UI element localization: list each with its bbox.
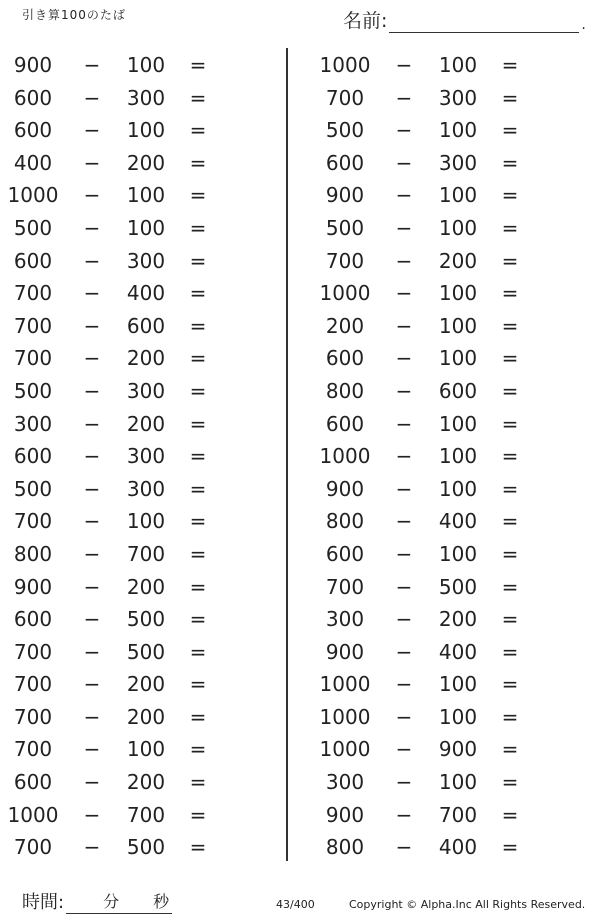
subtrahend: 100 bbox=[126, 737, 166, 762]
subtrahend: 100 bbox=[438, 704, 478, 729]
equals-sign: = bbox=[189, 281, 207, 306]
minuend: 1000 bbox=[319, 281, 371, 306]
equals-sign: = bbox=[189, 444, 207, 469]
minus-sign: − bbox=[395, 444, 413, 469]
subtrahend: 200 bbox=[126, 704, 166, 729]
minus-sign: − bbox=[395, 509, 413, 534]
equals-sign: = bbox=[501, 281, 519, 306]
minuend: 600 bbox=[13, 85, 53, 110]
subtrahend: 200 bbox=[126, 672, 166, 697]
equals-sign: = bbox=[189, 704, 207, 729]
minuend: 800 bbox=[13, 541, 53, 566]
equals-sign: = bbox=[189, 183, 207, 208]
subtrahend: 100 bbox=[438, 281, 478, 306]
minutes-label: 分 bbox=[103, 892, 120, 911]
minuend: 600 bbox=[325, 150, 365, 175]
subtrahend: 100 bbox=[126, 183, 166, 208]
minuend: 700 bbox=[13, 737, 53, 762]
minuend: 200 bbox=[325, 313, 365, 338]
equals-sign: = bbox=[189, 118, 207, 143]
subtrahend: 700 bbox=[438, 802, 478, 827]
minus-sign: − bbox=[395, 118, 413, 143]
minuend: 800 bbox=[325, 835, 365, 860]
equals-sign: = bbox=[189, 411, 207, 436]
minus-sign: − bbox=[395, 411, 413, 436]
subtrahend: 100 bbox=[438, 313, 478, 338]
minus-sign: − bbox=[83, 281, 101, 306]
equals-sign: = bbox=[189, 607, 207, 632]
subtrahend: 700 bbox=[126, 541, 166, 566]
subtrahend: 500 bbox=[126, 607, 166, 632]
equals-sign: = bbox=[189, 639, 207, 664]
minus-sign: − bbox=[395, 378, 413, 403]
minus-sign: − bbox=[83, 639, 101, 664]
minuend: 600 bbox=[325, 541, 365, 566]
subtrahend: 200 bbox=[126, 346, 166, 371]
equals-sign: = bbox=[189, 737, 207, 762]
minus-sign: − bbox=[395, 607, 413, 632]
equals-sign: = bbox=[501, 802, 519, 827]
equals-sign: = bbox=[501, 704, 519, 729]
subtrahend: 400 bbox=[126, 281, 166, 306]
minus-sign: − bbox=[83, 672, 101, 697]
subtrahend: 100 bbox=[438, 770, 478, 795]
subtrahend: 100 bbox=[438, 118, 478, 143]
equals-sign: = bbox=[501, 183, 519, 208]
equals-sign: = bbox=[189, 672, 207, 697]
name-dot: . bbox=[581, 17, 586, 33]
name-blank-line bbox=[389, 12, 579, 33]
minus-sign: − bbox=[83, 248, 101, 273]
minus-sign: − bbox=[83, 607, 101, 632]
equals-sign: = bbox=[501, 215, 519, 240]
minus-sign: − bbox=[83, 704, 101, 729]
minus-sign: − bbox=[395, 85, 413, 110]
subtrahend: 200 bbox=[438, 248, 478, 273]
subtrahend: 400 bbox=[438, 835, 478, 860]
page-number: 43/400 bbox=[276, 898, 315, 911]
minus-sign: − bbox=[83, 509, 101, 534]
minus-sign: − bbox=[395, 835, 413, 860]
subtrahend: 200 bbox=[126, 770, 166, 795]
minuend: 600 bbox=[13, 118, 53, 143]
equals-sign: = bbox=[501, 444, 519, 469]
minuend: 600 bbox=[325, 346, 365, 371]
equals-sign: = bbox=[189, 85, 207, 110]
subtrahend: 200 bbox=[126, 574, 166, 599]
minuend: 700 bbox=[13, 639, 53, 664]
subtrahend: 300 bbox=[126, 444, 166, 469]
minuend: 900 bbox=[325, 639, 365, 664]
equals-sign: = bbox=[501, 118, 519, 143]
minuend: 700 bbox=[13, 346, 53, 371]
equals-sign: = bbox=[189, 150, 207, 175]
subtrahend: 200 bbox=[126, 411, 166, 436]
seconds-label: 秒 bbox=[153, 892, 170, 911]
minus-sign: − bbox=[83, 770, 101, 795]
minuend: 700 bbox=[13, 509, 53, 534]
minus-sign: − bbox=[395, 53, 413, 77]
column-divider bbox=[286, 48, 288, 861]
minus-sign: − bbox=[395, 574, 413, 599]
minuend: 500 bbox=[325, 215, 365, 240]
minuend: 300 bbox=[13, 411, 53, 436]
minuend: 1000 bbox=[319, 737, 371, 762]
minuend: 900 bbox=[13, 574, 53, 599]
subtrahend: 300 bbox=[438, 85, 478, 110]
minuend: 1000 bbox=[319, 53, 371, 77]
minus-sign: − bbox=[395, 313, 413, 338]
minus-sign: − bbox=[83, 476, 101, 501]
equals-sign: = bbox=[189, 53, 207, 77]
subtrahend: 300 bbox=[438, 150, 478, 175]
minuend: 700 bbox=[325, 85, 365, 110]
worksheet-title: 引き算100のたば bbox=[22, 8, 126, 22]
minuend: 800 bbox=[325, 378, 365, 403]
equals-sign: = bbox=[189, 215, 207, 240]
minus-sign: − bbox=[83, 802, 101, 827]
minus-sign: − bbox=[395, 150, 413, 175]
subtrahend: 100 bbox=[438, 444, 478, 469]
subtrahend: 500 bbox=[438, 574, 478, 599]
time-field bbox=[22, 888, 172, 914]
minuend: 500 bbox=[13, 378, 53, 403]
subtrahend: 300 bbox=[126, 248, 166, 273]
equals-sign: = bbox=[189, 835, 207, 860]
subtrahend: 100 bbox=[438, 183, 478, 208]
subtrahend: 100 bbox=[438, 541, 478, 566]
equals-sign: = bbox=[189, 770, 207, 795]
minus-sign: − bbox=[395, 476, 413, 501]
minuend: 500 bbox=[13, 476, 53, 501]
minuend: 700 bbox=[13, 313, 53, 338]
equals-sign: = bbox=[501, 53, 519, 77]
minuend: 700 bbox=[13, 704, 53, 729]
subtrahend: 200 bbox=[126, 150, 166, 175]
equals-sign: = bbox=[501, 378, 519, 403]
subtrahend: 300 bbox=[126, 85, 166, 110]
equals-sign: = bbox=[501, 411, 519, 436]
minuend: 800 bbox=[325, 509, 365, 534]
subtrahend: 100 bbox=[438, 672, 478, 697]
equals-sign: = bbox=[501, 150, 519, 175]
minus-sign: − bbox=[395, 672, 413, 697]
minuend: 1000 bbox=[319, 444, 371, 469]
minuend: 1000 bbox=[319, 672, 371, 697]
minus-sign: − bbox=[83, 85, 101, 110]
minuend: 600 bbox=[13, 248, 53, 273]
minus-sign: − bbox=[83, 737, 101, 762]
minus-sign: − bbox=[83, 53, 101, 77]
subtrahend: 100 bbox=[438, 346, 478, 371]
subtrahend: 100 bbox=[126, 509, 166, 534]
minuend: 400 bbox=[13, 150, 53, 175]
minus-sign: − bbox=[83, 835, 101, 860]
equals-sign: = bbox=[189, 574, 207, 599]
equals-sign: = bbox=[189, 313, 207, 338]
subtrahend: 500 bbox=[126, 835, 166, 860]
minus-sign: − bbox=[83, 118, 101, 143]
minuend: 600 bbox=[13, 770, 53, 795]
minus-sign: − bbox=[395, 770, 413, 795]
minus-sign: − bbox=[395, 215, 413, 240]
time-label: 時間: bbox=[22, 892, 65, 913]
name-field bbox=[343, 6, 586, 33]
equals-sign: = bbox=[189, 378, 207, 403]
equals-sign: = bbox=[501, 672, 519, 697]
subtrahend: 300 bbox=[126, 378, 166, 403]
subtrahend: 400 bbox=[438, 639, 478, 664]
minus-sign: − bbox=[83, 444, 101, 469]
minus-sign: − bbox=[395, 541, 413, 566]
minus-sign: − bbox=[83, 378, 101, 403]
equals-sign: = bbox=[501, 574, 519, 599]
minuend: 1000 bbox=[319, 704, 371, 729]
subtrahend: 200 bbox=[438, 607, 478, 632]
equals-sign: = bbox=[189, 248, 207, 273]
equals-sign: = bbox=[501, 476, 519, 501]
minuend: 500 bbox=[13, 215, 53, 240]
minus-sign: − bbox=[395, 281, 413, 306]
minuend: 700 bbox=[13, 672, 53, 697]
subtrahend: 100 bbox=[126, 215, 166, 240]
minus-sign: − bbox=[395, 737, 413, 762]
minuend: 900 bbox=[325, 476, 365, 501]
equals-sign: = bbox=[189, 509, 207, 534]
minuend: 300 bbox=[325, 607, 365, 632]
subtrahend: 600 bbox=[126, 313, 166, 338]
minuend: 900 bbox=[325, 802, 365, 827]
subtrahend: 100 bbox=[126, 53, 166, 77]
subtrahend: 700 bbox=[126, 802, 166, 827]
subtrahend: 100 bbox=[438, 53, 478, 77]
equals-sign: = bbox=[189, 346, 207, 371]
subtrahend: 300 bbox=[126, 476, 166, 501]
minus-sign: − bbox=[83, 574, 101, 599]
equals-sign: = bbox=[189, 802, 207, 827]
equals-sign: = bbox=[501, 346, 519, 371]
minuend: 300 bbox=[325, 770, 365, 795]
name-label: 名前: bbox=[343, 10, 388, 32]
minus-sign: − bbox=[395, 639, 413, 664]
minuend: 900 bbox=[13, 53, 53, 77]
minuend: 600 bbox=[325, 411, 365, 436]
minuend: 700 bbox=[13, 281, 53, 306]
subtrahend: 100 bbox=[126, 118, 166, 143]
minus-sign: − bbox=[83, 150, 101, 175]
subtrahend: 100 bbox=[438, 476, 478, 501]
minus-sign: − bbox=[83, 346, 101, 371]
equals-sign: = bbox=[501, 313, 519, 338]
minus-sign: − bbox=[83, 183, 101, 208]
minuend: 700 bbox=[13, 835, 53, 860]
minuend: 600 bbox=[13, 444, 53, 469]
minuend: 700 bbox=[325, 574, 365, 599]
subtrahend: 600 bbox=[438, 378, 478, 403]
minuend: 900 bbox=[325, 183, 365, 208]
minus-sign: − bbox=[395, 346, 413, 371]
subtrahend: 100 bbox=[438, 215, 478, 240]
minuend: 500 bbox=[325, 118, 365, 143]
minus-sign: − bbox=[395, 248, 413, 273]
minus-sign: − bbox=[395, 802, 413, 827]
minuend: 1000 bbox=[7, 802, 59, 827]
equals-sign: = bbox=[189, 476, 207, 501]
equals-sign: = bbox=[189, 541, 207, 566]
minus-sign: − bbox=[83, 215, 101, 240]
minus-sign: − bbox=[83, 313, 101, 338]
minus-sign: − bbox=[83, 541, 101, 566]
equals-sign: = bbox=[501, 770, 519, 795]
minus-sign: − bbox=[395, 704, 413, 729]
equals-sign: = bbox=[501, 607, 519, 632]
equals-sign: = bbox=[501, 737, 519, 762]
equals-sign: = bbox=[501, 509, 519, 534]
equals-sign: = bbox=[501, 639, 519, 664]
minus-sign: − bbox=[395, 183, 413, 208]
minuend: 1000 bbox=[7, 183, 59, 208]
equals-sign: = bbox=[501, 85, 519, 110]
minuend: 600 bbox=[13, 607, 53, 632]
equals-sign: = bbox=[501, 541, 519, 566]
subtrahend: 100 bbox=[438, 411, 478, 436]
subtrahend: 400 bbox=[438, 509, 478, 534]
minuend: 700 bbox=[325, 248, 365, 273]
subtrahend: 500 bbox=[126, 639, 166, 664]
minus-sign: − bbox=[83, 411, 101, 436]
time-blank-line bbox=[66, 891, 172, 914]
equals-sign: = bbox=[501, 248, 519, 273]
equals-sign: = bbox=[501, 835, 519, 860]
subtrahend: 900 bbox=[438, 737, 478, 762]
copyright-notice: Copyright © Alpha.Inc All Rights Reserved. bbox=[349, 898, 586, 911]
